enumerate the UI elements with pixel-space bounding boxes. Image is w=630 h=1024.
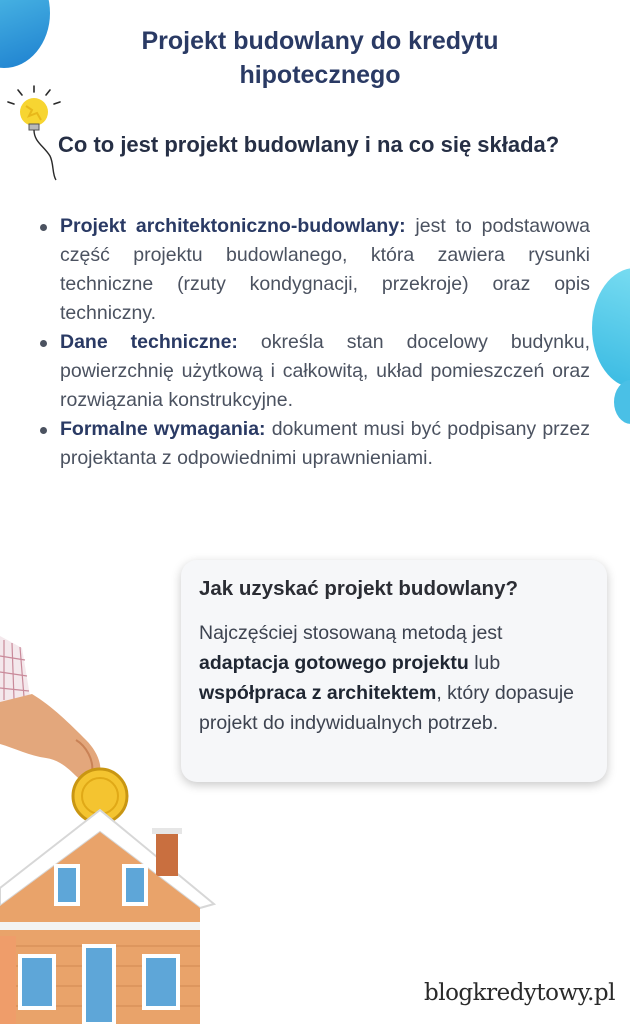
side-small-circle-decoration — [614, 380, 630, 424]
side-circle-decoration — [592, 268, 630, 388]
list-item-label: Dane techniczne: — [60, 331, 238, 353]
house-and-coin-illustration — [0, 636, 230, 1024]
card-bold-part: adaptacja gotowego projektu — [199, 652, 469, 674]
list-item-text: dokument musi być podpisany przez projektanta z odpowiednimi uprawnieniami. — [60, 418, 591, 469]
list-item — [38, 328, 590, 415]
section-heading: Co to jest projekt budowlany i na co się składa? — [58, 132, 560, 157]
definition-list — [38, 212, 590, 473]
card-text-part: Najczęściej stosowaną metodą jest — [199, 622, 503, 644]
info-card-text — [199, 618, 593, 738]
list-item-label: Projekt architektoniczno-budowlany: — [60, 215, 406, 237]
lightbulb-icon — [4, 84, 64, 184]
list-item-label: Formalne wymagania: — [60, 418, 266, 440]
list-item-text: określa stan docelowy budynku, powierzchnię użytkową i całkowitą, układ pomieszczeń oraz rozwiązania konstrukcyjne. — [60, 331, 591, 411]
corner-circle-decoration — [0, 0, 50, 68]
brand-logo: blogkredytowy.pl — [424, 980, 616, 1006]
card-text-part: , który dopasuje projekt do indywidualnych potrzeb. — [199, 682, 575, 734]
card-bold-part: współpraca z architektem — [199, 682, 437, 704]
list-item-text: jest to podstawowa część projektu budowlanego, która zawiera rysunki techniczne (rzuty kondygnacji, przekroje) oraz opis techniczny. — [60, 215, 590, 324]
list-item — [38, 212, 590, 328]
info-card — [181, 560, 607, 782]
list-item — [38, 415, 590, 473]
card-text-part: lub — [468, 652, 501, 674]
info-card-title: Jak uzyskać projekt budowlany? — [199, 577, 518, 600]
page-title: Projekt budowlany do kredytu hipotecznego — [141, 27, 499, 89]
